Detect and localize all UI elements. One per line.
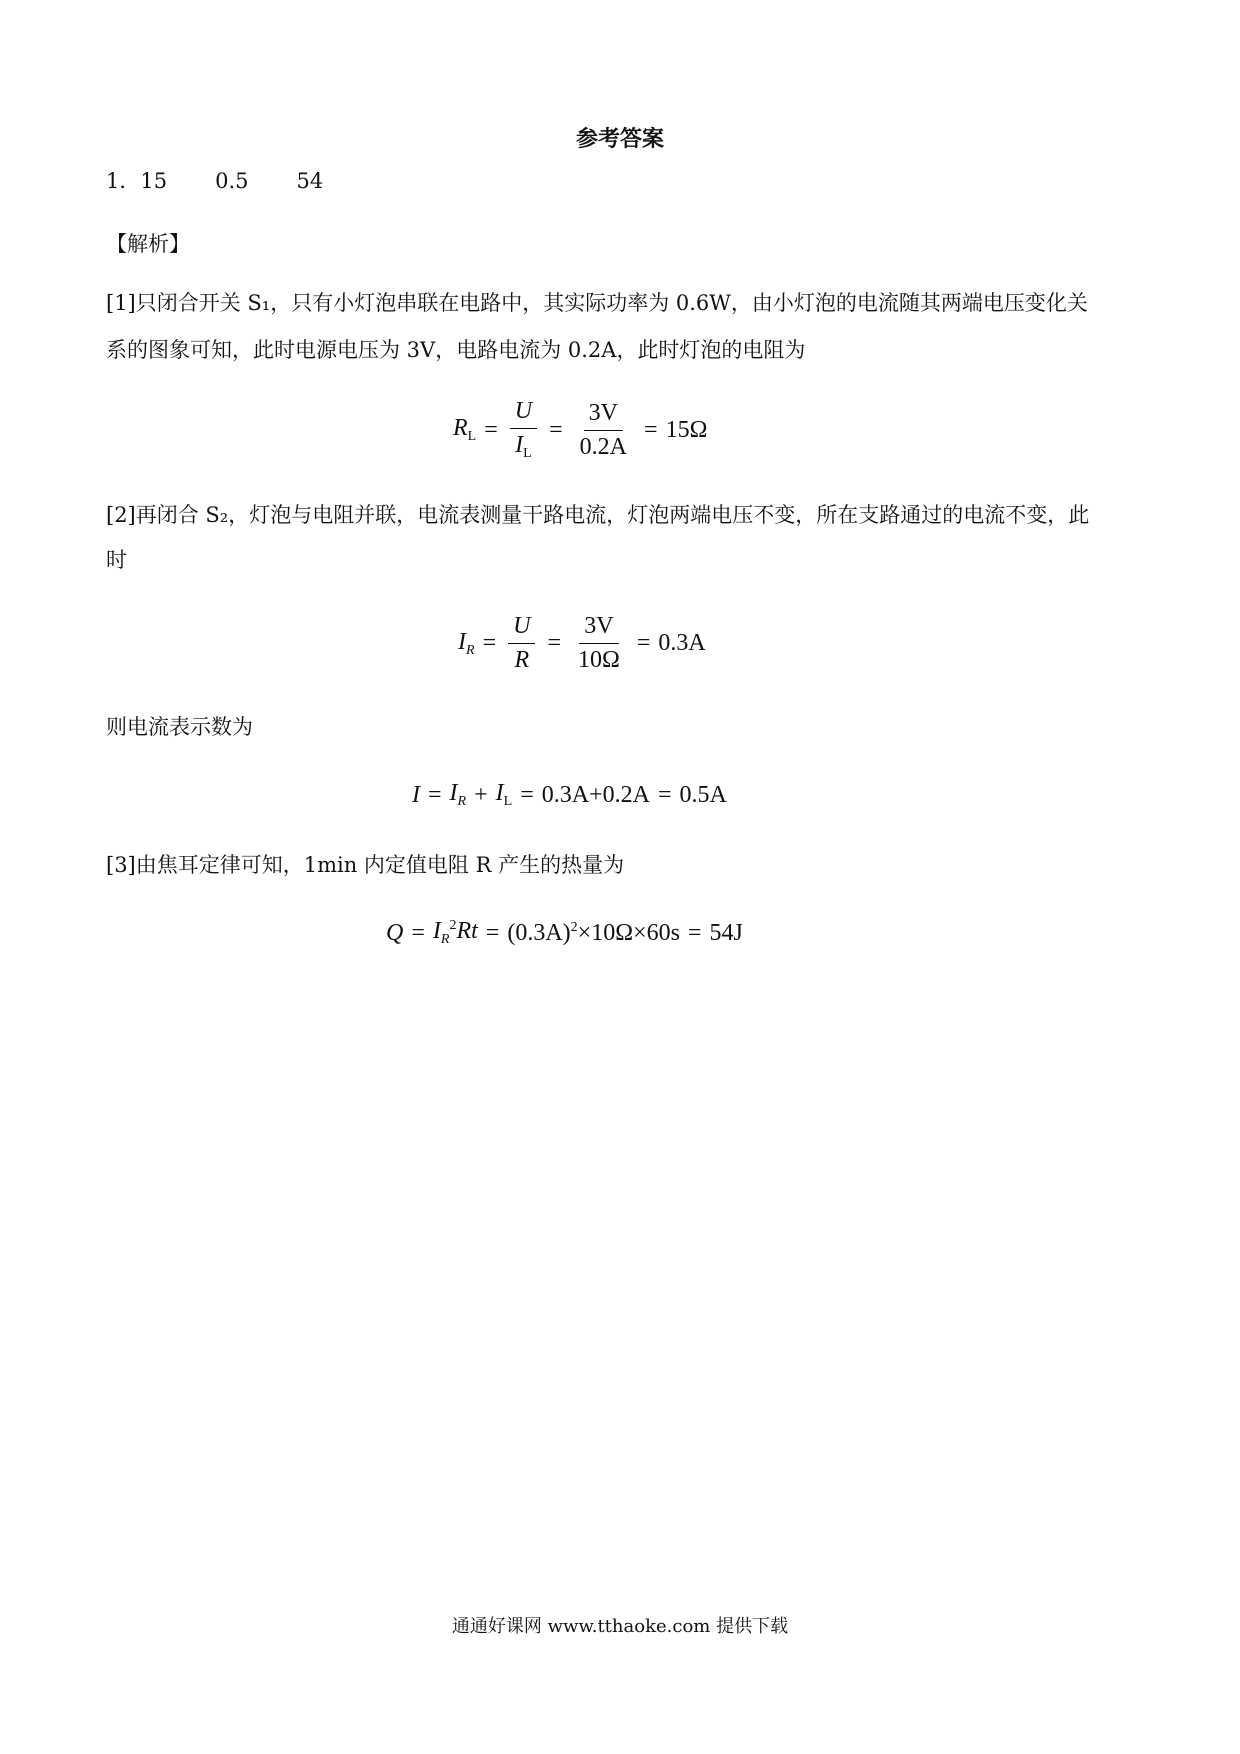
equation-lamp-resistance: $R_L$ = $\frac{U}{I_L}$ = $\frac{3V}{0.2A}$ = 15Ω [453,398,708,461]
eq4-rest: ×10Ω×60s [577,919,680,946]
q1-paragraph-2-line-1: [2]再闭合 S₂，灯泡与电阻并联，电流表测量干路电流，灯泡两端电压不变，所在支路通过的电流不变，此 [106,503,1090,527]
eq4-term2: Rt [456,918,478,944]
eq1-lhs: R [453,415,468,441]
q1-paragraph-1-line-1: [1]只闭合开关 S₁，只有小灯泡串联在电路中，其实际功率为 0.6W，由小灯泡的电流随其两端电压变化关 [106,291,1088,315]
eq2-result: 0.3A [658,630,706,656]
eq1-num2: 3V [584,400,623,431]
eq4-mid-sup: 2 [570,919,578,935]
eq1-lhs-sub: L [467,429,477,444]
eq3-term1: I [449,780,458,806]
q1-answer-2: 0.5 [215,169,249,193]
q1-paragraph-3: 则电流表示数为 [106,715,253,739]
eq1-den1: I [515,432,524,458]
eq1-fraction-1 [510,398,537,462]
equation-resistor-current: $I_R$ = $\frac{U}{R}$ = $\frac{3V}{10\Omega}$ = 0.3A [458,613,706,673]
eq2-den1: R [514,647,530,673]
eq3-term1-sub: R [457,794,467,809]
eq2-fraction-1 [508,613,535,674]
q1-paragraph-4: [3]由焦耳定律可知，1min 内定值电阻 R 产生的热量为 [106,853,625,877]
eq1-fraction-2 [575,400,632,461]
eq1-result: 15Ω [665,416,708,443]
eq1-den1-sub: L [523,446,532,461]
q1-number: 1． [106,169,141,193]
eq4-lhs: Q [386,919,404,946]
eq2-lhs: I [458,628,466,655]
q1-paragraph-2-line-2: 时 [106,548,127,572]
eq2-num2: 3V [579,613,618,644]
eq2-fraction-2 [573,613,625,674]
eq3-lhs: I [412,781,420,808]
eq2-num1: U [513,613,531,639]
eq3-term2: I [495,780,504,806]
eq4-result: 54J [709,919,743,946]
q1-answer-line [106,166,323,196]
eq4-term1-sup: 2 [449,918,457,933]
q1-answer-3: 54 [296,169,324,193]
eq3-mid: 0.3A+0.2A [541,781,650,808]
q1-analysis-label: 【解析】 [106,232,190,256]
page-title: 参考答案 [575,126,664,152]
eq4-term1: I [432,918,441,944]
eq2-den2: 10Ω [578,647,620,673]
eq2-lhs-sub: R [466,642,475,658]
eq4-mid: (0.3A) [507,919,571,946]
q1-answer-1: 15 [140,169,168,193]
eq1-den2: 0.2A [579,433,628,460]
eq3-result: 0.5A [679,781,727,808]
equation-total-current: I = $I_R$ + $I_L$ = 0.3A+0.2A = 0.5A [412,780,727,809]
q1-paragraph-1-line-2: 系的图象可知，此时电源电压为 3V，电路电流为 0.2A，此时灯泡的电阻为 [106,338,806,362]
eq1-num1: U [514,398,533,424]
eq4-term1-sub: R [440,932,450,947]
page-footer: 通通好课网 www.tthaoke.com 提供下载 [451,1616,789,1637]
equation-joule-heat: Q = $I_R^2Rt$ = $(0.3A)^2\times 10\Omega\times 60s$ = 54J [386,918,743,947]
eq3-term2-sub: L [503,794,513,809]
